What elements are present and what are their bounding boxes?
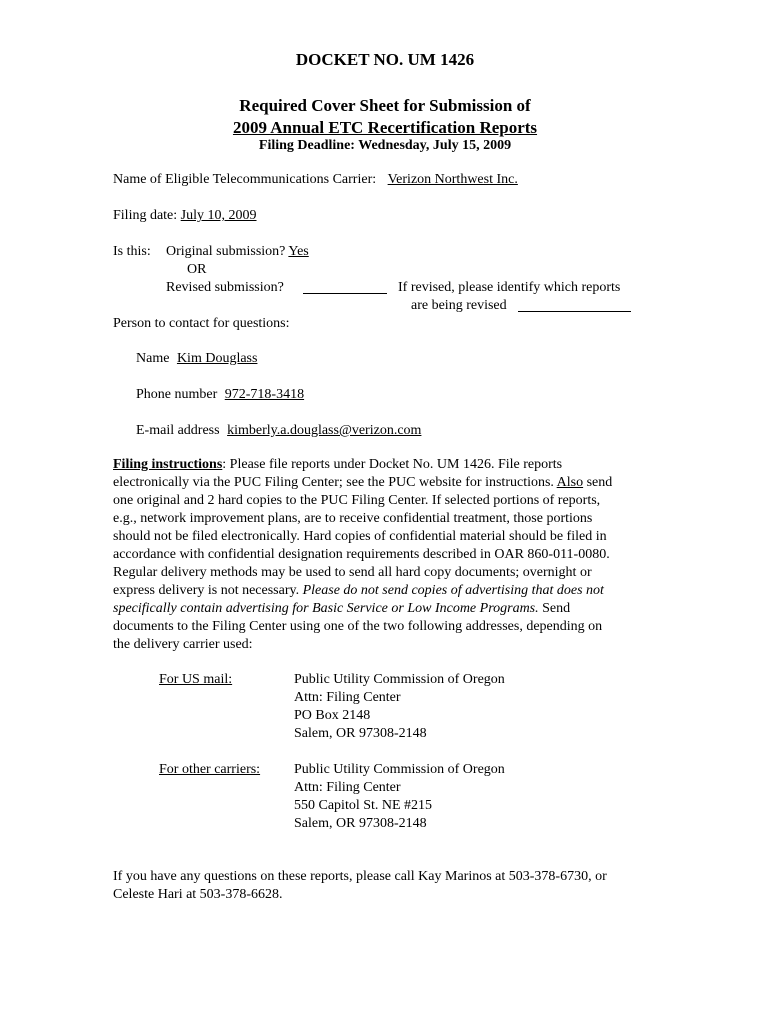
us-mail-label: For US mail: bbox=[159, 672, 233, 687]
is-this-label: Is this: bbox=[113, 244, 151, 259]
docket-number: DOCKET NO. UM 1426 bbox=[295, 50, 475, 69]
instructions-line: express delivery is not necessary. Please do not send copies of advertising that does not bbox=[113, 583, 604, 598]
original-submission-value: Yes bbox=[288, 244, 309, 259]
revised-submission-label: Revised submission? bbox=[166, 280, 284, 295]
revised-submission-blank bbox=[303, 281, 387, 294]
contact-email-row bbox=[136, 422, 421, 440]
instructions-line: the delivery carrier used: bbox=[113, 637, 253, 652]
revised-reports-blank bbox=[518, 299, 631, 312]
other-carriers-address-line: Attn: Filing Center bbox=[294, 780, 401, 795]
revised-note-line-2: are being revised bbox=[411, 298, 507, 313]
filing-instructions bbox=[113, 456, 658, 654]
instructions-line: should not be filed electronically. Hard copies of confidential material should be filed in bbox=[113, 529, 607, 544]
carrier-row bbox=[113, 171, 518, 189]
contact-phone-value: 972-718-3418 bbox=[224, 387, 305, 402]
filing-date-label: Filing date: bbox=[113, 208, 178, 223]
revised-note-line-1: If revised, please identify which reports bbox=[398, 280, 621, 295]
us-mail-address-line: Salem, OR 97308-2148 bbox=[294, 726, 427, 741]
contact-heading: Person to contact for questions: bbox=[113, 316, 290, 331]
questions-line-2: Celeste Hari at 503-378-6628. bbox=[113, 887, 283, 902]
title-line-1: Required Cover Sheet for Submission of bbox=[239, 96, 531, 115]
carrier-label: Name of Eligible Telecommunications Carrier: bbox=[113, 172, 377, 187]
instructions-line: one original and 2 hard copies to the PUC Filing Center. If selected portions of reports, bbox=[113, 493, 601, 508]
contact-email-value: kimberly.a.douglass@verizon.com bbox=[227, 423, 422, 438]
filing-date-value: July 10, 2009 bbox=[180, 208, 257, 223]
contact-email-label: E-mail address bbox=[136, 423, 220, 438]
other-carriers-address-line: Public Utility Commission of Oregon bbox=[294, 762, 505, 777]
filing-deadline: Filing Deadline: Wednesday, July 15, 2009 bbox=[258, 138, 512, 153]
instructions-line: electronically via the PUC Filing Center; see the PUC website for instructions. Also send bbox=[113, 475, 613, 490]
title-line-2: 2009 Annual ETC Recertification Reports bbox=[232, 118, 538, 137]
contact-phone-label: Phone number bbox=[136, 387, 218, 402]
instructions-heading: Filing instructions bbox=[113, 457, 223, 472]
instructions-line: specifically contain advertising for Basic Service or Low Income Programs. Send bbox=[113, 601, 571, 616]
instructions-line: Regular delivery methods may be used to send all hard copy documents; overnight or bbox=[113, 565, 592, 580]
or-label: OR bbox=[187, 262, 207, 277]
us-mail-address-line: PO Box 2148 bbox=[294, 708, 371, 723]
contact-name-label: Name bbox=[136, 351, 170, 366]
contact-name-value: Kim Douglass bbox=[176, 351, 258, 366]
us-mail-address-line: Attn: Filing Center bbox=[294, 690, 401, 705]
us-mail-address-line: Public Utility Commission of Oregon bbox=[294, 672, 505, 687]
contact-name-row bbox=[136, 350, 257, 368]
instructions-line: Filing instructions: Please file reports under Docket No. UM 1426. File reports bbox=[113, 457, 563, 472]
questions-line-1: If you have any questions on these reports, please call Kay Marinos at 503-378-6730, or bbox=[113, 869, 607, 884]
instructions-line: accordance with confidential designation requirements described in OAR 860-011-0080. bbox=[113, 547, 610, 562]
original-submission-row bbox=[166, 243, 309, 261]
contact-phone-row bbox=[136, 386, 304, 404]
other-carriers-label: For other carriers: bbox=[159, 762, 261, 777]
instructions-line: documents to the Filing Center using one of the two following addresses, depending on bbox=[113, 619, 603, 634]
other-carriers-address-line: Salem, OR 97308-2148 bbox=[294, 816, 427, 831]
instructions-line: e.g., network improvement plans, are to receive confidential treatment, those portions bbox=[113, 511, 593, 526]
other-carriers-address-line: 550 Capitol St. NE #215 bbox=[294, 798, 433, 813]
carrier-value: Verizon Northwest Inc. bbox=[387, 172, 518, 187]
filing-date-row bbox=[113, 207, 257, 225]
original-submission-label: Original submission? bbox=[166, 244, 286, 259]
